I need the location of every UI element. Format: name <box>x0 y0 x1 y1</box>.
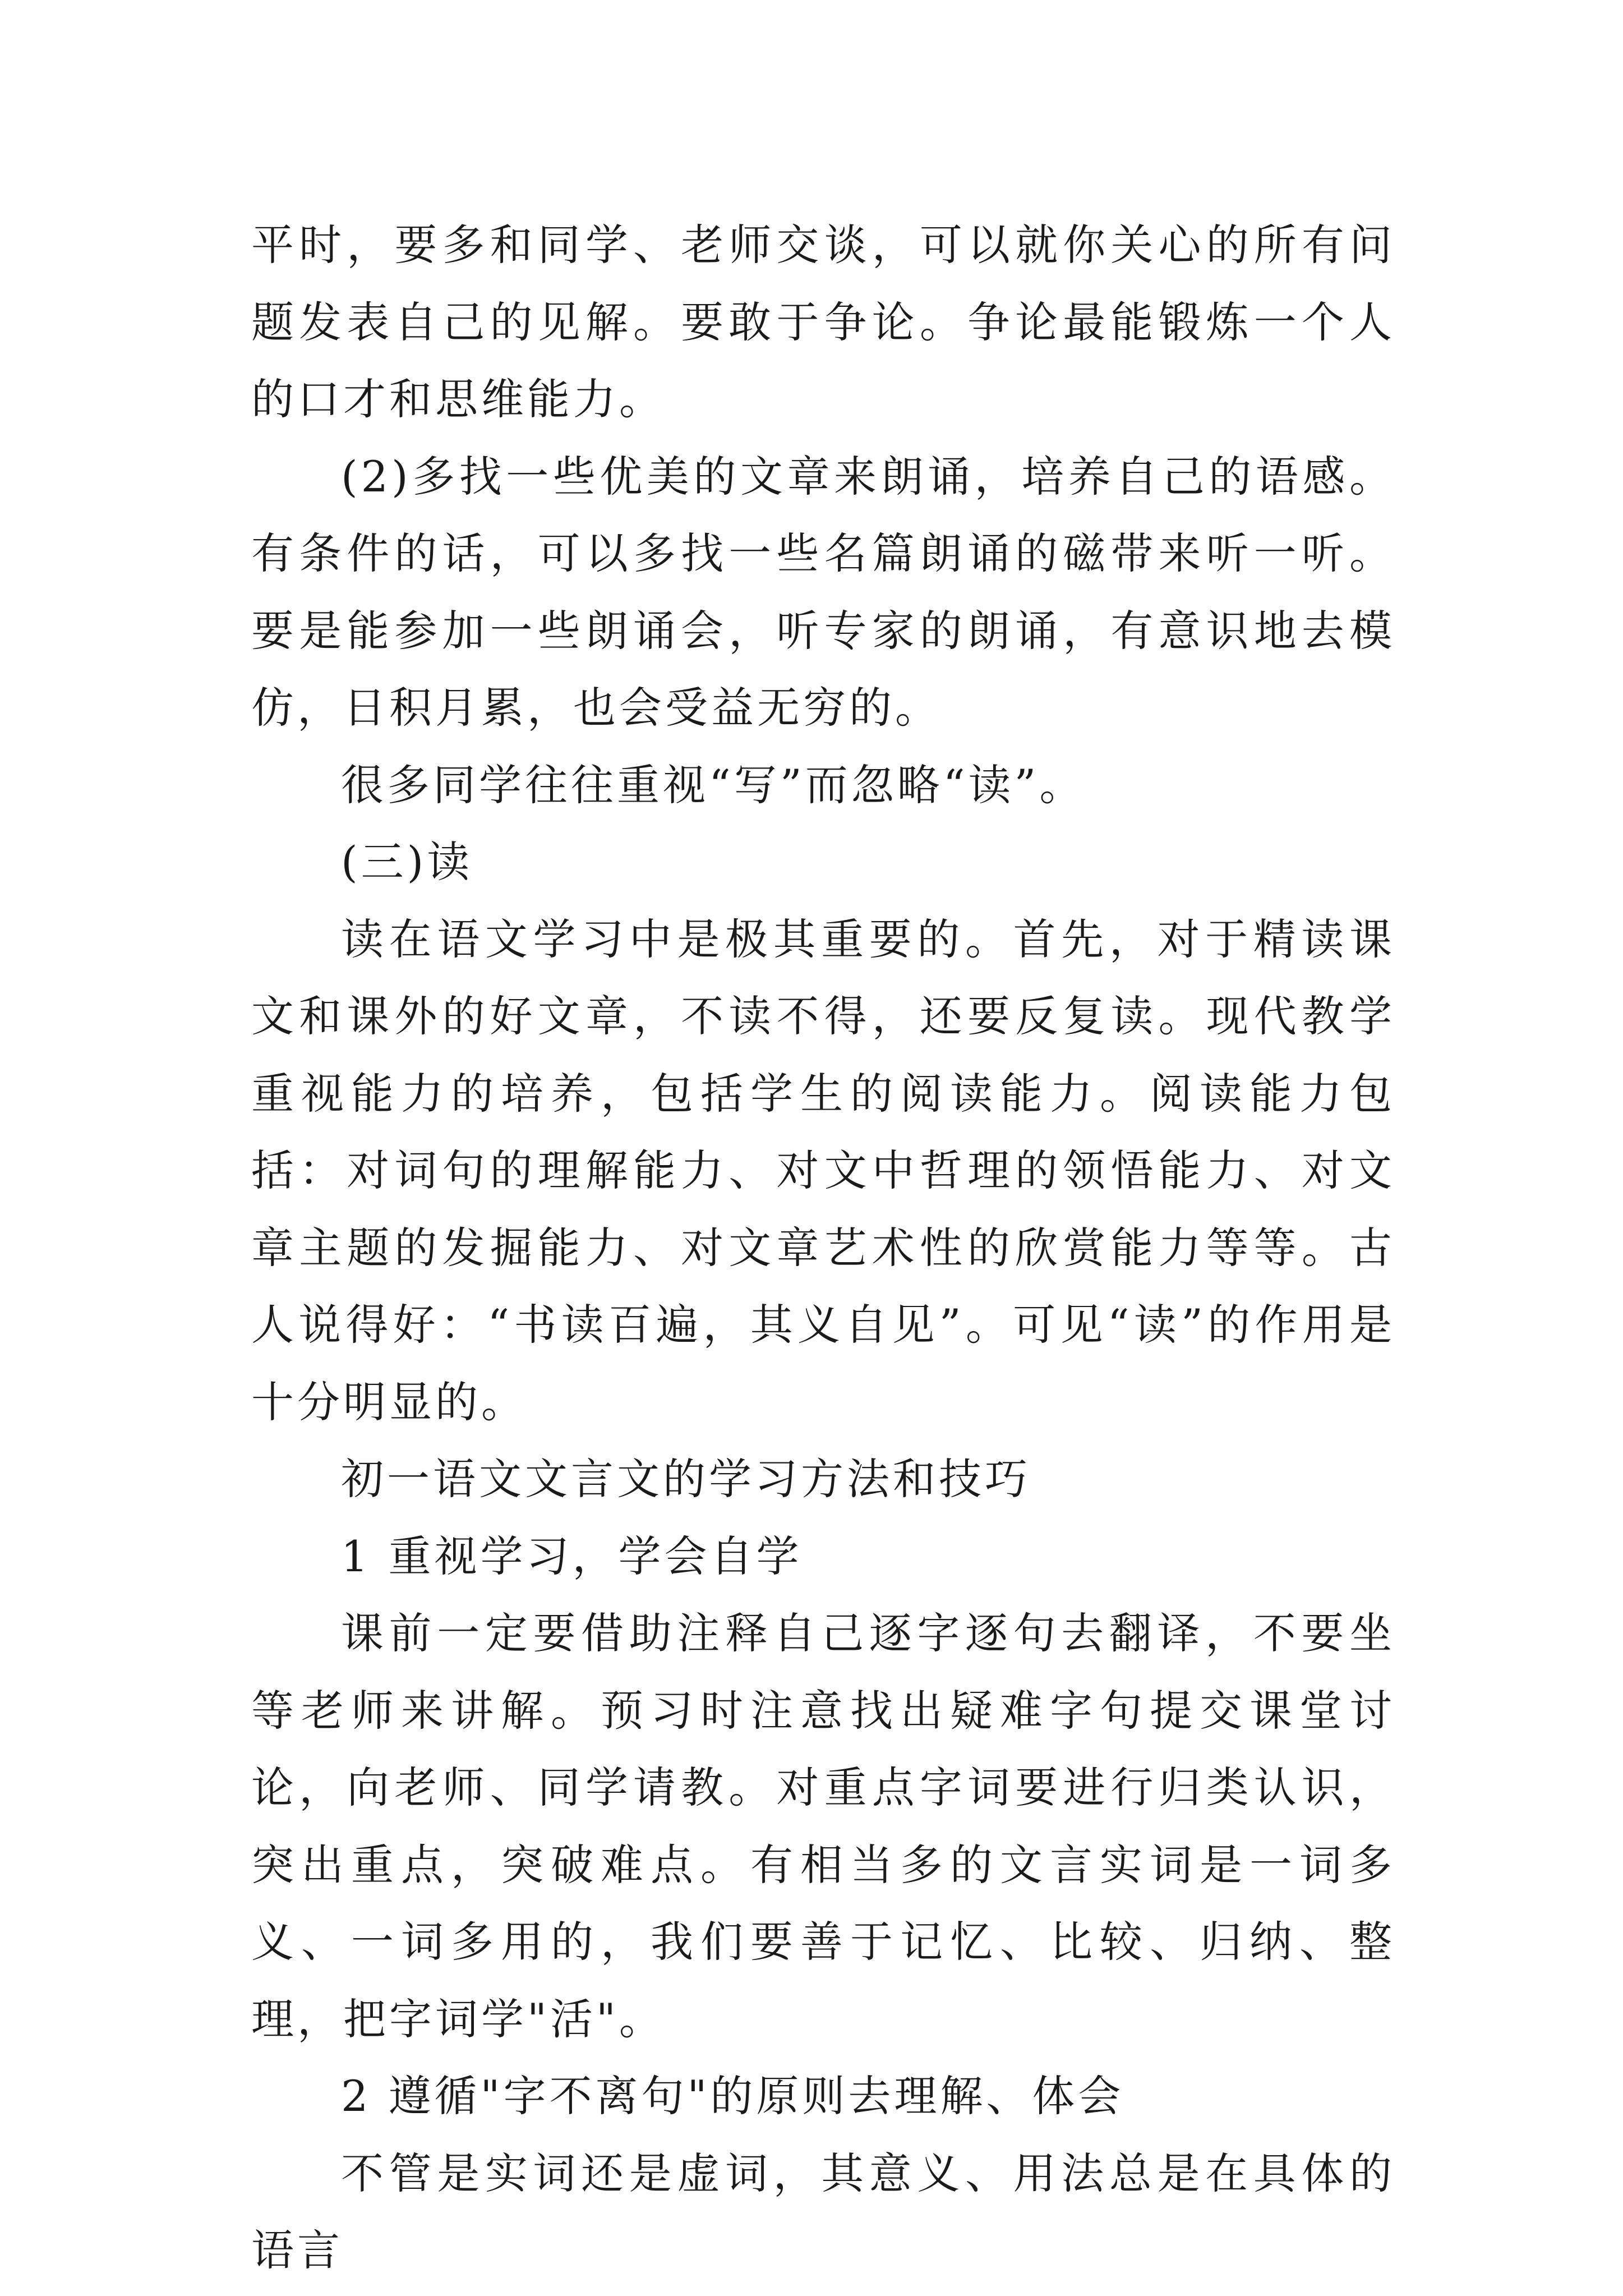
document-body <box>251 206 1395 2289</box>
subheading-word-in-sentence: 2 遵循"字不离句"的原则去理解、体会 <box>341 2071 1124 2121</box>
subheading-self-study: 1 重视学习，学会自学 <box>341 1531 803 1581</box>
section-heading-classical-chinese: 初一语文文言文的学习方法和技巧 <box>341 1454 1031 1504</box>
section-heading-reading: (三)读 <box>341 837 473 887</box>
paragraph-self-study: 课前一定要借助注释自己逐字逐句去翻译，不要坐等老师来讲解。预习时注意找出疑难字句提交课堂讨论，向老师、同学请教。对重点字词要进行归类认识，突出重点，突破难点。有相当多的文言实词是一词多义、一词多用的，我们要善于记忆、比较、归纳、整理，把字词学"活"。 <box>251 1608 1395 2044</box>
paragraph-reading-importance: 读在语文学习中是极其重要的。首先，对于精读课文和课外的好文章，不读不得，还要反复读。现代教学重视能力的培养，包括学生的阅读能力。阅读能力包括：对词句的理解能力、对文中哲理的领悟能力、对文章主题的发掘能力、对文章艺术性的欣赏能力等等。古人说得好：“书读百遍，其义自见”。可见“读”的作用是十分明显的。 <box>251 914 1395 1427</box>
paragraph-speaking-practice: 平时，要多和同学、老师交谈，可以就你关心的所有问题发表自己的见解。要敢于争论。争论最能锻炼一个人的口才和思维能力。 <box>251 220 1395 424</box>
paragraph-write-vs-read: 很多同学往往重视“写”而忽略“读”。 <box>341 760 1086 810</box>
paragraph-recitation: (2)多找一些优美的文章来朗诵，培养自己的语感。有条件的话，可以多找一些名篇朗诵的磁带来听一听。要是能参加一些朗诵会，听专家的朗诵，有意识地去模仿，日积月累，也会受益无穷的。 <box>251 451 1395 733</box>
paragraph-word-in-sentence: 不管是实词还是虚词，其意义、用法总是在具体的语言 <box>251 2148 1395 2275</box>
